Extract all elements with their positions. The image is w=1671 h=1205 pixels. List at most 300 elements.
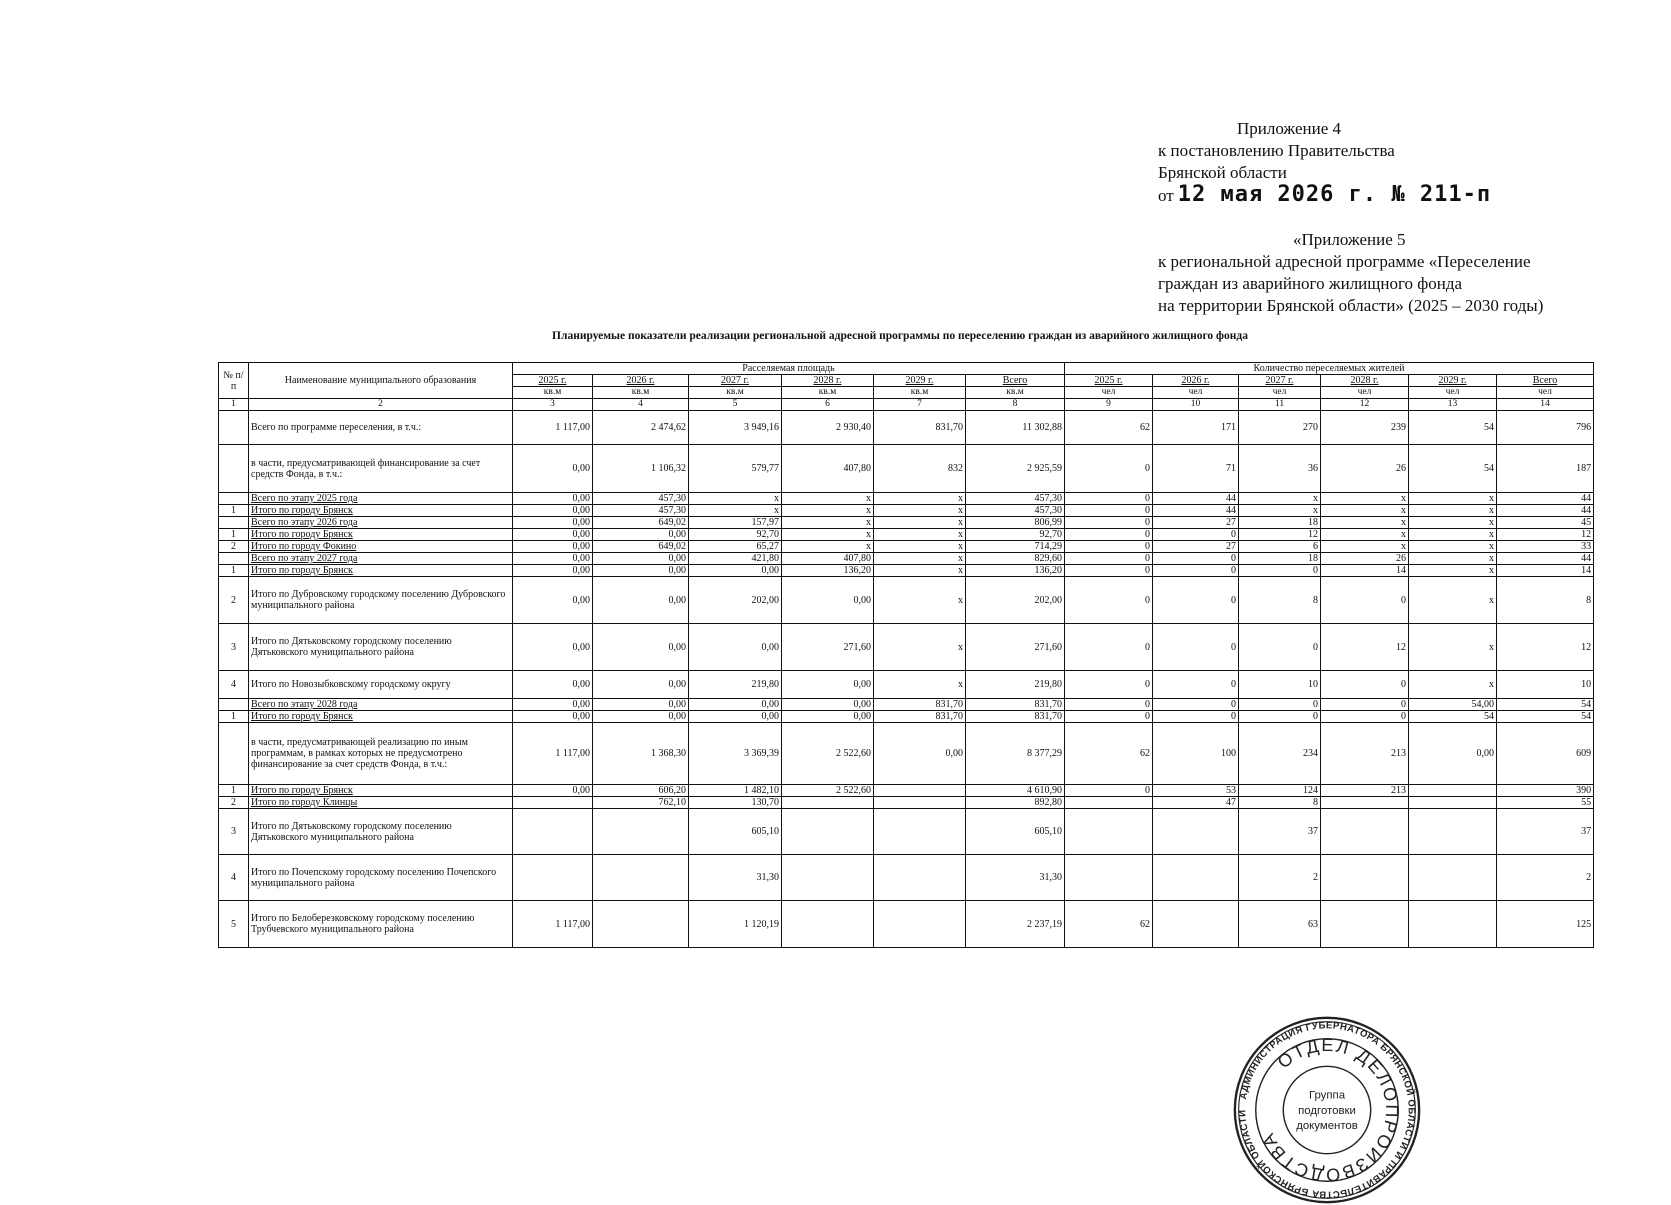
value-cell: 0 [1153,553,1239,565]
value-cell: 54 [1497,699,1594,711]
value-cell: x [874,565,966,577]
table-row [219,901,1594,948]
value-cell: x [1409,541,1497,553]
value-cell: 0 [1065,785,1153,797]
value-cell: 136,20 [782,565,874,577]
table-row [219,855,1594,901]
row-number-cell: 3 [219,809,249,855]
value-cell: 0,00 [513,529,593,541]
group-area-header: Расселяемая площадь [513,363,1065,375]
value-cell: x [1239,493,1321,505]
value-cell: x [1321,493,1409,505]
table-row [219,671,1594,699]
value-cell: x [782,493,874,505]
value-cell: 2 474,62 [593,411,689,445]
row-name-cell: Всего по этапу 2027 года [249,553,513,565]
value-cell: 831,70 [874,699,966,711]
value-cell: 0,00 [593,711,689,723]
value-cell: 0 [1153,671,1239,699]
row-number-cell [219,723,249,785]
value-cell [782,797,874,809]
program-appendix-line: к региональной адресной программе «Переселение [1158,252,1531,271]
value-cell: 12 [1497,529,1594,541]
row-number-cell [219,411,249,445]
value-cell [1153,809,1239,855]
row-number-cell [219,699,249,711]
value-cell: x [874,493,966,505]
value-cell: 37 [1497,809,1594,855]
value-cell [1409,797,1497,809]
col-number-header: № п/п [219,363,249,399]
row-name-cell: Всего по этапу 2028 года [249,699,513,711]
value-cell: x [1409,553,1497,565]
appendix-ref-line: к постановлению Правительства [1158,141,1395,160]
table-row [219,785,1594,797]
unit-cell: кв.м [782,387,874,399]
value-cell: x [1409,577,1497,624]
value-cell: 2 930,40 [782,411,874,445]
value-cell: 831,70 [874,711,966,723]
value-cell: 0,00 [782,577,874,624]
value-cell: x [874,517,966,529]
table-row [219,565,1594,577]
row-number-cell: 5 [219,901,249,948]
row-number-cell [219,553,249,565]
year-header: 2025 г. [513,375,593,387]
appendix-header [1158,118,1658,207]
value-cell: 0,00 [593,699,689,711]
value-cell [874,901,966,948]
year-header: 2027 г. [1239,375,1321,387]
table-row [219,624,1594,671]
value-cell: 53 [1153,785,1239,797]
value-cell [782,855,874,901]
row-number-cell: 1 [219,785,249,797]
row-name-cell: Итого по Белоберезковскому городскому поселению Трубчевского муниципального района [249,901,513,948]
column-index-cell: 2 [249,399,513,411]
table-row [219,505,1594,517]
value-cell: x [689,505,782,517]
value-cell [513,809,593,855]
row-name-cell: Всего по этапу 2025 года [249,493,513,505]
value-cell: 0 [1065,529,1153,541]
table-row [219,445,1594,493]
year-header: 2026 г. [1153,375,1239,387]
value-cell: 65,27 [689,541,782,553]
value-cell [1321,855,1409,901]
column-index-cell: 7 [874,399,966,411]
value-cell: 0,00 [689,624,782,671]
value-cell: 213 [1321,723,1409,785]
year-header: 2027 г. [689,375,782,387]
value-cell [1153,901,1239,948]
value-cell: 213 [1321,785,1409,797]
value-cell: 0 [1153,699,1239,711]
value-cell: 0,00 [513,565,593,577]
value-cell: 271,60 [782,624,874,671]
value-cell: x [874,577,966,624]
unit-cell: кв.м [513,387,593,399]
value-cell: 831,70 [966,711,1065,723]
row-name-cell: Итого по Новозыбковскому городскому округу [249,671,513,699]
value-cell: 44 [1153,505,1239,517]
value-cell: x [1409,517,1497,529]
value-cell: 26 [1321,445,1409,493]
year-header: 2026 г. [593,375,689,387]
row-number-cell: 2 [219,541,249,553]
value-cell: 130,70 [689,797,782,809]
value-cell: 14 [1497,565,1594,577]
value-cell: 0,00 [689,699,782,711]
row-name-cell: в части, предусматривающей реализацию по иным программам, в рамках которых не предусмотрено финансирование за счет средств Фонда, в т.ч.: [249,723,513,785]
stamp-center-line: подготовки [1298,1104,1356,1117]
value-cell: 3 949,16 [689,411,782,445]
row-number-cell: 1 [219,529,249,541]
table-row [219,553,1594,565]
table-row [219,411,1594,445]
value-cell: 11 302,88 [966,411,1065,445]
department-stamp [1232,1015,1422,1205]
value-cell: x [689,493,782,505]
table-row [219,541,1594,553]
value-cell: 157,97 [689,517,782,529]
indicators-table [218,362,1594,948]
value-cell: 0,00 [593,624,689,671]
value-cell: 762,10 [593,797,689,809]
row-number-cell: 2 [219,577,249,624]
unit-cell: чел [1239,387,1321,399]
value-cell: x [1321,541,1409,553]
value-cell: 457,30 [966,505,1065,517]
value-cell: 579,77 [689,445,782,493]
value-cell: 54,00 [1409,699,1497,711]
row-number-cell: 3 [219,624,249,671]
value-cell: 125 [1497,901,1594,948]
value-cell: 1 117,00 [513,411,593,445]
table-row [219,493,1594,505]
row-name-cell: Итого по Почепскому городскому поселению Почепского муниципального района [249,855,513,901]
value-cell: 3 369,39 [689,723,782,785]
value-cell: 0,00 [782,699,874,711]
value-cell: 8 [1239,797,1321,809]
col-name-header: Наименование муниципального образования [249,363,513,399]
table-row [219,517,1594,529]
value-cell: 44 [1153,493,1239,505]
unit-cell: кв.м [966,387,1065,399]
value-cell: 0 [1065,711,1153,723]
value-cell: x [1409,671,1497,699]
value-cell: 239 [1321,411,1409,445]
table-row [219,699,1594,711]
row-name-cell: Итого по городу Брянск [249,529,513,541]
value-cell: 0,00 [513,671,593,699]
value-cell: x [782,541,874,553]
value-cell: 0,00 [513,624,593,671]
program-appendix-number: «Приложение 5 [1293,230,1406,249]
value-cell: 2 [1497,855,1594,901]
value-cell [513,855,593,901]
value-cell: 0 [1239,565,1321,577]
value-cell: 54 [1497,711,1594,723]
value-cell: 649,02 [593,541,689,553]
value-cell: 0,00 [782,711,874,723]
column-index-cell: 12 [1321,399,1409,411]
row-name-cell: Итого по городу Брянск [249,711,513,723]
value-cell: 0 [1065,577,1153,624]
value-cell: 0 [1065,445,1153,493]
value-cell: 609 [1497,723,1594,785]
value-cell: 0 [1321,711,1409,723]
value-cell: 12 [1239,529,1321,541]
value-cell: 0 [1239,624,1321,671]
value-cell: 0,00 [513,785,593,797]
value-cell: x [1409,624,1497,671]
value-cell: 10 [1239,671,1321,699]
value-cell: 0,00 [593,553,689,565]
value-cell: 2 237,19 [966,901,1065,948]
value-cell: 71 [1153,445,1239,493]
value-cell: 0,00 [874,723,966,785]
value-cell: 796 [1497,411,1594,445]
value-cell: x [1321,505,1409,517]
value-cell: 0 [1065,565,1153,577]
value-cell: 62 [1065,901,1153,948]
value-cell: x [1321,529,1409,541]
value-cell: 54 [1409,445,1497,493]
unit-cell: кв.м [874,387,966,399]
value-cell: 0 [1239,711,1321,723]
column-index-cell: 4 [593,399,689,411]
value-cell: 234 [1239,723,1321,785]
value-cell: 0,00 [593,577,689,624]
appendix-number: Приложение 4 [1237,119,1341,138]
value-cell: 0,00 [513,699,593,711]
value-cell [874,809,966,855]
value-cell: x [874,624,966,671]
value-cell: 0,00 [593,565,689,577]
column-index-cell: 10 [1153,399,1239,411]
table-row [219,577,1594,624]
value-cell: 36 [1239,445,1321,493]
value-cell: 831,70 [966,699,1065,711]
value-cell: 0,00 [1409,723,1497,785]
value-cell: 0 [1153,565,1239,577]
value-cell: x [782,517,874,529]
year-header: Всего [1497,375,1594,387]
value-cell: 2 522,60 [782,723,874,785]
value-cell: 100 [1153,723,1239,785]
decree-prefix: от [1158,186,1174,205]
value-cell: 171 [1153,411,1239,445]
row-name-cell: Всего по этапу 2026 года [249,517,513,529]
value-cell: 407,80 [782,445,874,493]
value-cell: 0,00 [513,577,593,624]
year-header: 2029 г. [874,375,966,387]
value-cell: 0,00 [513,493,593,505]
value-cell [1409,855,1497,901]
value-cell: 457,30 [593,505,689,517]
row-name-cell: Итого по городу Фокино [249,541,513,553]
value-cell [874,855,966,901]
program-appendix-line: на территории Брянской области» (2025 – 2030 годы) [1158,296,1544,315]
value-cell: 10 [1497,671,1594,699]
value-cell: x [1409,565,1497,577]
row-number-cell: 1 [219,505,249,517]
value-cell: 0 [1239,699,1321,711]
value-cell: 47 [1153,797,1239,809]
table-title: Планируемые показатели реализации региональной адресной программы по переселению граждан из аварийного жилищного фонда [552,330,1248,342]
value-cell: 55 [1497,797,1594,809]
value-cell [1321,809,1409,855]
value-cell: 832 [874,445,966,493]
value-cell [1065,855,1153,901]
value-cell: 37 [1239,809,1321,855]
value-cell: 0,00 [593,671,689,699]
row-number-cell: 2 [219,797,249,809]
row-name-cell: Итого по Дятьковскому городскому поселению Дятьковского муниципального района [249,624,513,671]
value-cell: x [1409,505,1497,517]
value-cell: 44 [1497,553,1594,565]
value-cell: 0,00 [593,529,689,541]
value-cell [593,809,689,855]
table-row [219,797,1594,809]
value-cell [874,785,966,797]
value-cell: x [874,671,966,699]
table-row [219,809,1594,855]
column-index-cell: 9 [1065,399,1153,411]
row-number-cell: 4 [219,855,249,901]
year-header: Всего [966,375,1065,387]
value-cell: 2 [1239,855,1321,901]
year-header: 2028 г. [1321,375,1409,387]
value-cell: 45 [1497,517,1594,529]
value-cell: 0 [1065,505,1153,517]
value-cell: 18 [1239,553,1321,565]
value-cell: 0,00 [513,711,593,723]
value-cell: 8 377,29 [966,723,1065,785]
value-cell [593,901,689,948]
column-index-cell: 11 [1239,399,1321,411]
value-cell: 18 [1239,517,1321,529]
value-cell: x [1409,529,1497,541]
value-cell: x [874,505,966,517]
unit-cell: чел [1497,387,1594,399]
table-row [219,723,1594,785]
value-cell: x [874,529,966,541]
stamp-center-line: Группа [1308,1089,1346,1102]
column-index-row [219,399,1594,411]
year-header: 2029 г. [1409,375,1497,387]
value-cell: 0,00 [513,505,593,517]
row-number-cell [219,517,249,529]
decree-line [1158,184,1658,207]
value-cell [1321,901,1409,948]
value-cell: 62 [1065,411,1153,445]
value-cell: 202,00 [689,577,782,624]
row-name-cell: Итого по Дятьковскому городскому поселению Дятьковского муниципального района [249,809,513,855]
value-cell: 0 [1321,671,1409,699]
value-cell: 0 [1153,529,1239,541]
table-row [219,711,1594,723]
row-name-cell: Итого по городу Брянск [249,565,513,577]
value-cell [1409,785,1497,797]
value-cell: 1 117,00 [513,723,593,785]
value-cell: 12 [1497,624,1594,671]
value-cell: 1 106,32 [593,445,689,493]
row-number-cell: 1 [219,565,249,577]
value-cell: 92,70 [689,529,782,541]
value-cell: 606,20 [593,785,689,797]
unit-cell: чел [1153,387,1239,399]
value-cell: 1 368,30 [593,723,689,785]
value-cell: 390 [1497,785,1594,797]
value-cell: x [1409,493,1497,505]
value-cell: 27 [1153,517,1239,529]
value-cell: 44 [1497,493,1594,505]
value-cell: 0 [1065,493,1153,505]
unit-cell: чел [1321,387,1409,399]
column-index-cell: 14 [1497,399,1594,411]
appendix-ref-line: Брянской области [1158,163,1287,182]
value-cell: 0 [1065,517,1153,529]
row-name-cell: Итого по Дубровскому городскому поселению Дубровского муниципального района [249,577,513,624]
value-cell: 0,00 [782,671,874,699]
unit-cell: чел [1065,387,1153,399]
value-cell: 2 925,59 [966,445,1065,493]
row-name-cell: Итого по городу Клинцы [249,797,513,809]
value-cell: 44 [1497,505,1594,517]
value-cell: 1 120,19 [689,901,782,948]
value-cell: 0,00 [689,565,782,577]
table-header-row [219,363,1594,375]
value-cell: 806,99 [966,517,1065,529]
value-cell: 649,02 [593,517,689,529]
value-cell: 2 522,60 [782,785,874,797]
value-cell: 0 [1153,711,1239,723]
row-number-cell: 4 [219,671,249,699]
stamp-department-text: ОТДЕЛ ДЕЛОПРОИЗВОДСТВА [1257,1034,1403,1186]
value-cell: 605,10 [689,809,782,855]
value-cell [1153,855,1239,901]
value-cell: 0 [1321,577,1409,624]
value-cell: 219,80 [689,671,782,699]
value-cell: 27 [1153,541,1239,553]
value-cell: 407,80 [782,553,874,565]
row-number-cell [219,493,249,505]
value-cell: 714,29 [966,541,1065,553]
value-cell: 829,60 [966,553,1065,565]
stamp-outer-text: АДМИНИСТРАЦИЯ ГУБЕРНАТОРА БРЯНСКОЙ ОБЛАСТИ И ПРАВИТЕЛЬСТВА БРЯНСКОЙ ОБЛАСТИ [1237,1020,1417,1200]
value-cell: 31,30 [966,855,1065,901]
value-cell: 54 [1409,411,1497,445]
value-cell: 1 482,10 [689,785,782,797]
value-cell: 0,00 [513,553,593,565]
value-cell: x [782,529,874,541]
value-cell: 270 [1239,411,1321,445]
row-name-cell: Всего по программе переселения, в т.ч.: [249,411,513,445]
unit-cell: кв.м [689,387,782,399]
value-cell: 457,30 [593,493,689,505]
value-cell: 0 [1065,671,1153,699]
value-cell: 0 [1321,699,1409,711]
value-cell: 892,80 [966,797,1065,809]
value-cell: 187 [1497,445,1594,493]
value-cell: 0 [1065,553,1153,565]
value-cell: 6 [1239,541,1321,553]
value-cell: 92,70 [966,529,1065,541]
stamp-center-line: документов [1296,1120,1358,1132]
value-cell: 0 [1153,577,1239,624]
